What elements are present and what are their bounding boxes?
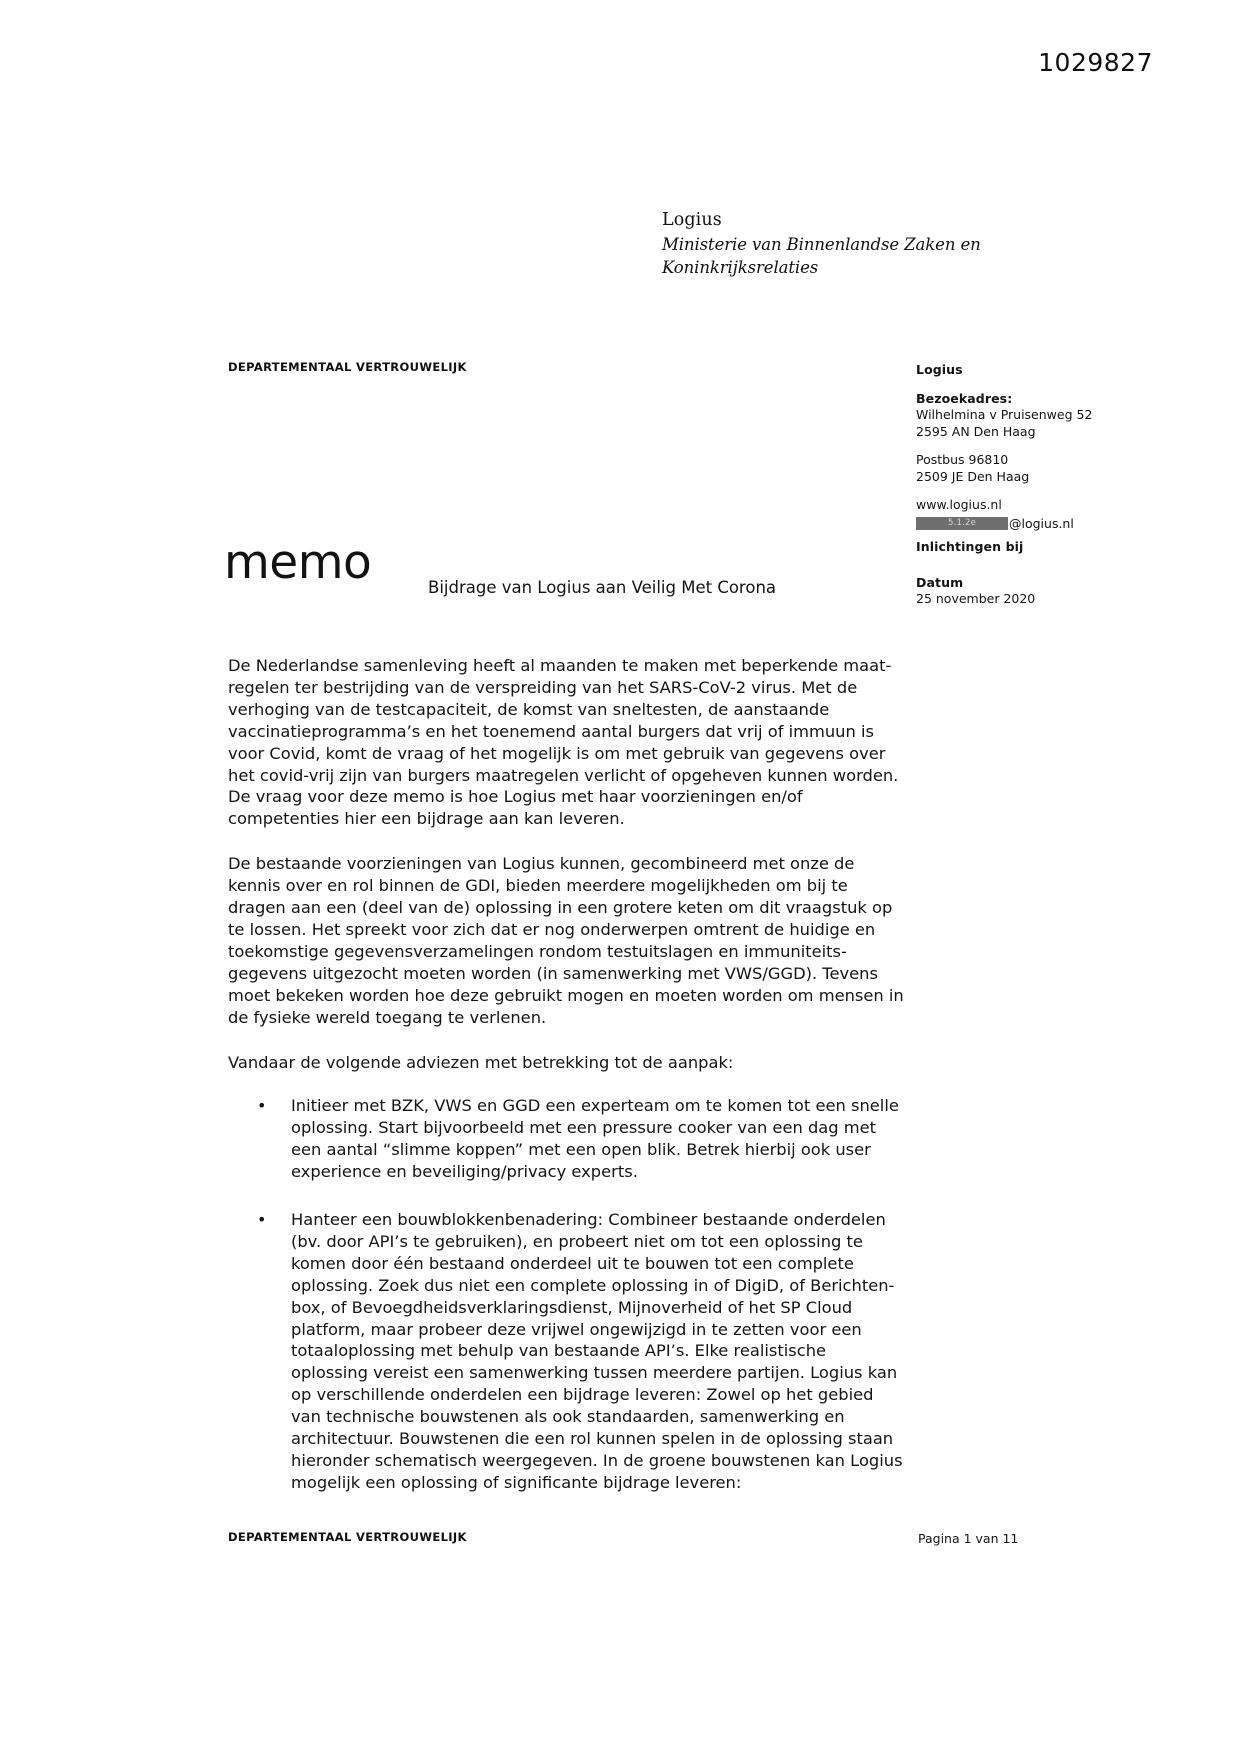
- sidebar-email-row: [916, 516, 1166, 533]
- sidebar-visiting-street: Wilhelmina v Pruisenweg 52: [916, 407, 1093, 422]
- sidebar-spacer-2: [916, 440, 1166, 452]
- body-paragraph-2: De bestaande voorzieningen van Logius kunnen, gecombineerd met onze de kennis over en rol binnen de GDI, bieden meerdere mogelijkheden om bij te dragen aan een (deel van de) oplossing in een grotere keten om dit vraagstuk op te lossen. Het spreekt voor zich dat er nog onderwerpen omtrent de huidige en toekomstige gegevensverzamelingen rondom testuitslagen en immuniteits-gegevens uitgezocht moeten worden (in samenwerking met VWS/GGD). Tevens moet bekeken worden hoe deze gebruikt mogen en moeten worden om mensen in de fysieke wereld toegang te verlenen.: [228, 854, 904, 1027]
- page-indicator: Pagina 1 van 11: [918, 1531, 1019, 1546]
- sidebar-spacer-5: [916, 556, 1166, 568]
- sidebar-visiting-address-label: Bezoekadres:: [916, 390, 1013, 406]
- sidebar-information-label: Inlichtingen bij: [916, 539, 1024, 554]
- sidebar-date-label: Datum: [916, 574, 964, 590]
- redaction-box: 5.1.2e: [916, 517, 1008, 530]
- body-paragraph-1: De Nederlandse samenleving heeft al maanden te maken met beperkende maat-regelen ter bestrijding van de verspreiding van het SARS-CoV-2 virus. Met de verhoging van de testcapaciteit, de komst van sneltesten, de aanstaande vaccinatieprogramma’s en het toenemend aantal burgers dat vrij of immuun is voor Covid, komt de vraag of het mogelijk is om met gebruik van gegevens over het covid-vrij zijn van burgers maatregelen verlicht of opgeheven kunnen worden. De vraag voor deze memo is hoe Logius met haar voorzieningen en/of competenties hier een bijdrage aan kan leveren.: [228, 656, 899, 829]
- advice-list: [228, 1095, 908, 1493]
- sidebar-spacer-4: [916, 532, 1166, 539]
- sidebar-date-value: 25 november 2020: [916, 591, 1036, 606]
- sidebar-spacer-1: [916, 379, 1166, 391]
- page-title: memo: [224, 535, 372, 590]
- list-item-text: Initieer met BZK, VWS en GGD een experteam om te komen tot een snelle oplossing. Start bijvoorbeeld met een pressure cooker van een dag met een aantal “slimme koppen” met een open blik. Betrek hierbij ook user experience en beveiliging/privacy experts.: [291, 1096, 899, 1182]
- document-body: [228, 655, 908, 1520]
- sidebar-organisation: Logius: [916, 362, 963, 377]
- sidebar-website: www.logius.nl: [916, 497, 1002, 512]
- list-item-text: Hanteer een bouwblokkenbenadering: Combineer bestaande onderdelen (bv. door API’s te gebruiken), en probeert niet om tot een oplossing te komen door één bestaand onderdeel uit te bouwen tot een complete oplossing. Zoek dus niet een complete oplossing in of DigiD, of Berichten-box, of Bevoegdheidsverklaringsdienst, Mijnoverheid of het SP Cloud platform, maar probeer deze vrijwel ongewijzigd in te zetten voor een totaaloplossing met behulp van bestaande API’s. Elke realistische oplossing vereist een samenwerking tussen meerdere partijen. Logius kan op verschillende onderdelen een bijdrage leveren: Zowel op het gebied van technische bouwstenen als ook standaarden, samenwerking en architectuur. Bouwstenen die een rol kunnen spelen in de oplossing staan hieronder schematisch weergegeven. In de groene bouwstenen kan Logius mogelijk een oplossing of significante bijdrage leveren:: [291, 1210, 903, 1492]
- classification-marking-top: DEPARTEMENTAAL VERTROUWELIJK: [228, 360, 467, 374]
- sidebar-visiting-city: 2595 AN Den Haag: [916, 423, 1036, 439]
- sidebar-email-domain: @logius.nl: [1009, 515, 1074, 531]
- classification-marking-footer: DEPARTEMENTAAL VERTROUWELIJK: [228, 1530, 467, 1544]
- sidebar-spacer-3: [916, 485, 1166, 497]
- letterhead-organisation: Logius: [662, 210, 722, 230]
- list-item: [228, 1209, 908, 1494]
- letterhead: [662, 208, 981, 280]
- sidebar-postbox-city: 2509 JE Den Haag: [916, 468, 1030, 484]
- memo-subtitle: Bijdrage van Logius aan Veilig Met Corona: [428, 578, 777, 597]
- contact-sidebar: [916, 362, 1166, 608]
- list-item: [228, 1095, 908, 1183]
- letterhead-ministry-line-1: Ministerie van Binnenlandse Zaken en: [662, 234, 981, 254]
- bullet-marker-icon: •: [257, 1096, 267, 1116]
- letterhead-ministry-line-2: Koninkrijksrelaties: [662, 258, 819, 278]
- bullet-marker-icon: •: [257, 1210, 267, 1230]
- scan-identifier: 1029827: [1038, 48, 1153, 77]
- body-paragraph-3: Vandaar de volgende adviezen met betrekking tot de aanpak:: [228, 1052, 734, 1072]
- sidebar-postbox: Postbus 96810: [916, 452, 1009, 467]
- sidebar-spacer-6: [916, 568, 1166, 575]
